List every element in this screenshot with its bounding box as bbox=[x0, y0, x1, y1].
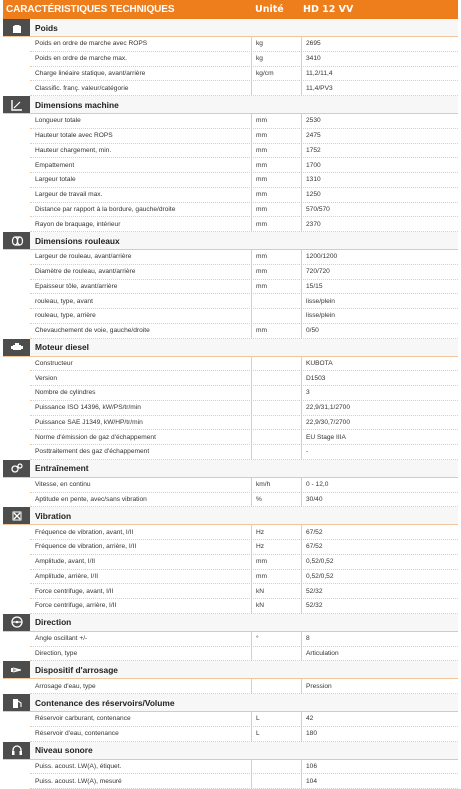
row-value: 15/15 bbox=[301, 280, 458, 294]
row-unit bbox=[251, 357, 301, 371]
row-label: rouleau, type, arrière bbox=[30, 312, 251, 319]
row-value: 1310 bbox=[301, 173, 458, 187]
row-value: 0,52/0,52 bbox=[301, 570, 458, 584]
table-row bbox=[30, 81, 458, 96]
icon-gutter bbox=[3, 679, 30, 694]
row-value: 42 bbox=[301, 712, 458, 726]
row-value: 3 bbox=[301, 386, 458, 400]
table-row bbox=[30, 324, 458, 339]
table-row bbox=[30, 114, 458, 129]
row-value: 570/570 bbox=[301, 203, 458, 217]
row-value: 1752 bbox=[301, 144, 458, 158]
header-characteristics: CARACTÉRISTIQUES TECHNIQUES bbox=[3, 4, 249, 15]
row-unit: L bbox=[251, 727, 301, 741]
row-label: Empattement bbox=[30, 162, 251, 169]
row-unit bbox=[251, 294, 301, 308]
row-unit: kg/cm bbox=[251, 67, 301, 81]
row-value: 30/40 bbox=[301, 493, 458, 507]
row-label: Posttraitement des gaz d'échappement bbox=[30, 448, 251, 455]
section-title: Entraînement bbox=[30, 460, 458, 477]
row-label: Longueur totale bbox=[30, 117, 251, 124]
table-row bbox=[30, 478, 458, 493]
section-dimensions-machine bbox=[3, 96, 458, 114]
row-label: Réservoir carburant, contenance bbox=[30, 715, 251, 722]
row-label: Force centrifuge, avant, I/II bbox=[30, 588, 251, 595]
row-label: Amplitude, arrière, I/II bbox=[30, 573, 251, 580]
engine-icon bbox=[3, 339, 30, 356]
table-row bbox=[30, 144, 458, 159]
weight-icon bbox=[3, 19, 30, 36]
row-unit bbox=[251, 81, 301, 95]
row-value: 1700 bbox=[301, 158, 458, 172]
table-header bbox=[3, 0, 458, 19]
row-label: Angle oscillant +/- bbox=[30, 635, 251, 642]
section-title: Moteur diesel bbox=[30, 339, 458, 356]
row-list bbox=[30, 478, 458, 508]
row-unit: mm bbox=[251, 217, 301, 231]
table-row bbox=[30, 647, 458, 662]
icon-gutter bbox=[3, 760, 30, 789]
spec-sheet bbox=[3, 0, 458, 789]
table-row bbox=[30, 493, 458, 508]
row-label: Largeur de rouleau, avant/arrière bbox=[30, 253, 251, 260]
row-unit bbox=[251, 774, 301, 788]
row-value: 2475 bbox=[301, 129, 458, 143]
table-row bbox=[30, 294, 458, 309]
row-label: Constructeur bbox=[30, 360, 251, 367]
section-dispositif-d-arrosage bbox=[3, 661, 458, 679]
row-list bbox=[30, 114, 458, 232]
table-row bbox=[30, 555, 458, 570]
section-title: Contenance des réservoirs/Volume bbox=[30, 694, 458, 711]
row-value: 720/720 bbox=[301, 265, 458, 279]
row-unit: Hz bbox=[251, 540, 301, 554]
row-unit: kN bbox=[251, 584, 301, 598]
row-label: Hauteur totale avec ROPS bbox=[30, 132, 251, 139]
row-list bbox=[30, 250, 458, 339]
sprinkler-icon bbox=[3, 661, 30, 678]
row-unit: Hz bbox=[251, 525, 301, 539]
section-title: Dispositif d'arrosage bbox=[30, 661, 458, 678]
table-row bbox=[30, 401, 458, 416]
section-niveau-sonore bbox=[3, 742, 458, 760]
row-value: 11,2/11,4 bbox=[301, 67, 458, 81]
table-row bbox=[30, 599, 458, 614]
row-label: Puiss. acoust. LW(A), mesuré bbox=[30, 778, 251, 785]
icon-gutter bbox=[3, 357, 30, 460]
row-label: Largeur de travail max. bbox=[30, 191, 251, 198]
vibration-icon bbox=[3, 507, 30, 524]
row-value: EU Stage IIIA bbox=[301, 430, 458, 444]
row-value: 180 bbox=[301, 727, 458, 741]
row-label: Puissance ISO 14396, kW/PS/tr/min bbox=[30, 404, 251, 411]
row-value: D1503 bbox=[301, 371, 458, 385]
table-row bbox=[30, 774, 458, 789]
row-label: Distance par rapport à la bordure, gauche/droite bbox=[30, 206, 251, 213]
row-unit: mm bbox=[251, 188, 301, 202]
steering-wheel-icon bbox=[3, 614, 30, 631]
icon-gutter bbox=[3, 37, 30, 96]
row-value: 3410 bbox=[301, 52, 458, 66]
section-rows bbox=[3, 478, 458, 508]
table-row bbox=[30, 217, 458, 232]
row-value: 1200/1200 bbox=[301, 250, 458, 264]
table-row bbox=[30, 309, 458, 324]
row-label: Poids en ordre de marche max. bbox=[30, 55, 251, 62]
row-unit: mm bbox=[251, 324, 301, 338]
row-value: 104 bbox=[301, 774, 458, 788]
section-title: Vibration bbox=[30, 507, 458, 524]
row-label: Version bbox=[30, 375, 251, 382]
row-value: 0/50 bbox=[301, 324, 458, 338]
row-value: - bbox=[301, 445, 458, 459]
section-title: Niveau sonore bbox=[30, 742, 458, 759]
row-label: Hauteur chargement, min. bbox=[30, 147, 251, 154]
icon-gutter bbox=[3, 478, 30, 508]
table-row bbox=[30, 129, 458, 144]
row-unit: ° bbox=[251, 632, 301, 646]
row-unit: mm bbox=[251, 555, 301, 569]
row-unit bbox=[251, 386, 301, 400]
row-unit bbox=[251, 760, 301, 774]
row-label: Epaisseur tôle, avant/arrière bbox=[30, 283, 251, 290]
row-label: Fréquence de vibration, avant, I/II bbox=[30, 529, 251, 536]
section-contenance-des-reservoirs-volume bbox=[3, 694, 458, 712]
section-moteur-diesel bbox=[3, 339, 458, 357]
table-row bbox=[30, 37, 458, 52]
row-label: Vitesse, en continu bbox=[30, 481, 251, 488]
row-label: Rayon de braquage, intérieur bbox=[30, 221, 251, 228]
table-row bbox=[30, 570, 458, 585]
row-label: Force centrifuge, arrière, I/II bbox=[30, 602, 251, 609]
row-label: Puiss. acoust. LW(A), étiquet. bbox=[30, 763, 251, 770]
row-value: KUBOTA bbox=[301, 357, 458, 371]
row-unit: L bbox=[251, 712, 301, 726]
table-row bbox=[30, 173, 458, 188]
table-row bbox=[30, 679, 458, 694]
sections-container bbox=[3, 19, 458, 789]
fuel-pump-icon bbox=[3, 694, 30, 711]
row-unit: mm bbox=[251, 114, 301, 128]
row-value: 11,4/PV3 bbox=[301, 81, 458, 95]
section-rows bbox=[3, 357, 458, 460]
row-unit bbox=[251, 416, 301, 430]
row-unit: kg bbox=[251, 37, 301, 51]
row-list bbox=[30, 712, 458, 742]
row-value: 106 bbox=[301, 760, 458, 774]
row-value: 52/32 bbox=[301, 599, 458, 613]
drum-icon bbox=[3, 232, 30, 249]
header-model: HD 12 VV bbox=[298, 4, 458, 15]
section-poids bbox=[3, 19, 458, 37]
row-label: Nombre de cylindres bbox=[30, 389, 251, 396]
section-rows bbox=[3, 37, 458, 96]
row-value: 2530 bbox=[301, 114, 458, 128]
table-row bbox=[30, 203, 458, 218]
row-value: Articulation bbox=[301, 647, 458, 661]
section-direction bbox=[3, 614, 458, 632]
icon-gutter bbox=[3, 632, 30, 662]
row-value: lisse/plein bbox=[301, 294, 458, 308]
section-title: Dimensions rouleaux bbox=[30, 232, 458, 249]
drive-icon bbox=[3, 460, 30, 477]
row-list bbox=[30, 357, 458, 460]
row-unit: mm bbox=[251, 173, 301, 187]
row-value: 2370 bbox=[301, 217, 458, 231]
row-value: 22,9/30,7/2700 bbox=[301, 416, 458, 430]
row-value: 67/52 bbox=[301, 540, 458, 554]
icon-gutter bbox=[3, 525, 30, 614]
table-row bbox=[30, 386, 458, 401]
table-row bbox=[30, 158, 458, 173]
table-row bbox=[30, 712, 458, 727]
row-unit: mm bbox=[251, 144, 301, 158]
section-rows bbox=[3, 632, 458, 662]
section-entrainement bbox=[3, 460, 458, 478]
row-unit: km/h bbox=[251, 478, 301, 492]
section-rows bbox=[3, 760, 458, 789]
section-dimensions-rouleaux bbox=[3, 232, 458, 250]
table-row bbox=[30, 430, 458, 445]
row-value: 0,52/0,52 bbox=[301, 555, 458, 569]
row-list bbox=[30, 760, 458, 789]
section-title: Dimensions machine bbox=[30, 96, 458, 113]
table-row bbox=[30, 727, 458, 742]
table-row bbox=[30, 445, 458, 460]
row-label: Classific. franç. valeur/catégorie bbox=[30, 85, 251, 92]
row-value: 8 bbox=[301, 632, 458, 646]
icon-gutter bbox=[3, 114, 30, 232]
row-list bbox=[30, 679, 458, 694]
row-label: Réservoir d'eau, contenance bbox=[30, 730, 251, 737]
table-row bbox=[30, 357, 458, 372]
row-label: Arrosage d'eau, type bbox=[30, 683, 251, 690]
row-label: Fréquence de vibration, arrière, I/II bbox=[30, 543, 251, 550]
row-list bbox=[30, 37, 458, 96]
row-unit: kg bbox=[251, 52, 301, 66]
table-row bbox=[30, 280, 458, 295]
row-unit bbox=[251, 401, 301, 415]
row-unit: mm bbox=[251, 265, 301, 279]
row-unit: mm bbox=[251, 280, 301, 294]
table-row bbox=[30, 760, 458, 775]
table-row bbox=[30, 371, 458, 386]
header-unit: Unité bbox=[249, 4, 298, 15]
row-unit: kN bbox=[251, 599, 301, 613]
row-label: Puissance SAE J1349, kW/HP/tr/min bbox=[30, 419, 251, 426]
table-row bbox=[30, 416, 458, 431]
section-title: Poids bbox=[30, 19, 458, 36]
row-label: Poids en ordre de marche avec ROPS bbox=[30, 40, 251, 47]
table-row bbox=[30, 525, 458, 540]
row-label: Charge linéaire statique, avant/arrière bbox=[30, 70, 251, 77]
section-rows bbox=[3, 525, 458, 614]
row-unit bbox=[251, 371, 301, 385]
row-value: Pression bbox=[301, 679, 458, 693]
table-row bbox=[30, 265, 458, 280]
table-row bbox=[30, 188, 458, 203]
table-row bbox=[30, 584, 458, 599]
row-unit bbox=[251, 679, 301, 693]
section-rows bbox=[3, 679, 458, 694]
row-value: 0 - 12,0 bbox=[301, 478, 458, 492]
icon-gutter bbox=[3, 250, 30, 339]
table-row bbox=[30, 250, 458, 265]
icon-gutter bbox=[3, 712, 30, 742]
row-value: lisse/plein bbox=[301, 309, 458, 323]
section-rows bbox=[3, 712, 458, 742]
section-title: Direction bbox=[30, 614, 458, 631]
row-label: Chevauchement de voie, gauche/droite bbox=[30, 327, 251, 334]
row-value: 22,9/31,1/2700 bbox=[301, 401, 458, 415]
row-label: Aptitude en pente, avec/sans vibration bbox=[30, 496, 251, 503]
row-unit: % bbox=[251, 493, 301, 507]
row-value: 1250 bbox=[301, 188, 458, 202]
row-label: rouleau, type, avant bbox=[30, 298, 251, 305]
row-unit: mm bbox=[251, 203, 301, 217]
row-unit: mm bbox=[251, 570, 301, 584]
section-rows bbox=[3, 114, 458, 232]
section-vibration bbox=[3, 507, 458, 525]
row-value: 2695 bbox=[301, 37, 458, 51]
table-row bbox=[30, 67, 458, 82]
row-unit: mm bbox=[251, 158, 301, 172]
row-label: Direction, type bbox=[30, 650, 251, 657]
row-label: Largeur totale bbox=[30, 176, 251, 183]
row-value: 67/52 bbox=[301, 525, 458, 539]
row-unit bbox=[251, 430, 301, 444]
row-list bbox=[30, 632, 458, 662]
row-list bbox=[30, 525, 458, 614]
row-unit bbox=[251, 647, 301, 661]
row-unit: mm bbox=[251, 129, 301, 143]
row-value: 52/32 bbox=[301, 584, 458, 598]
row-label: Norme d'émission de gaz d'échappement bbox=[30, 434, 251, 441]
table-row bbox=[30, 632, 458, 647]
row-label: Amplitude, avant, I/II bbox=[30, 558, 251, 565]
row-unit bbox=[251, 445, 301, 459]
table-row bbox=[30, 540, 458, 555]
row-label: Diamètre de rouleau, avant/arrière bbox=[30, 268, 251, 275]
headphones-icon bbox=[3, 742, 30, 759]
section-rows bbox=[3, 250, 458, 339]
dimensions-icon bbox=[3, 96, 30, 113]
row-unit bbox=[251, 309, 301, 323]
row-unit: mm bbox=[251, 250, 301, 264]
table-row bbox=[30, 52, 458, 67]
